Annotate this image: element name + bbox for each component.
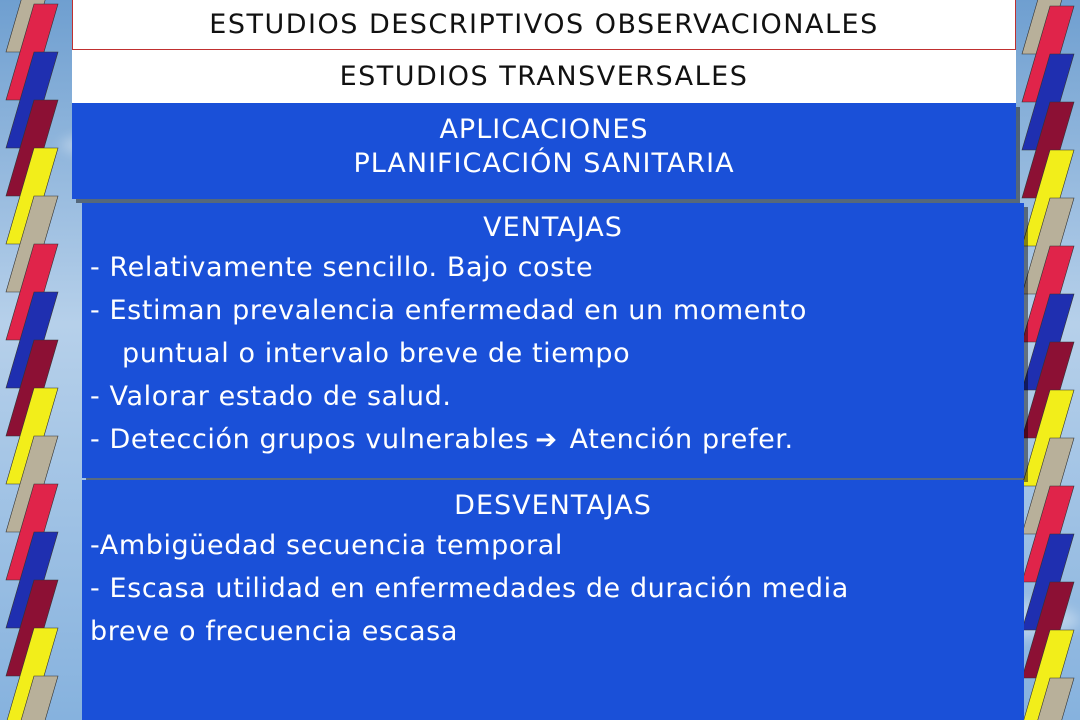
aplicaciones-text: PLANIFICACIÓN SANITARIA (353, 148, 735, 179)
ventajas-item: - Estiman prevalencia enfermedad en un momento (90, 295, 808, 326)
ventajas-item-part: - Detección grupos vulnerables (90, 424, 530, 455)
left-stripe-decoration (0, 0, 64, 720)
ventajas-item-continuation: puntual o intervalo breve de tiempo (122, 338, 631, 369)
desventajas-item: - Escasa utilidad en enfermedades de duración media (90, 573, 849, 604)
desventajas-box (82, 480, 1024, 720)
page-title: ESTUDIOS DESCRIPTIVOS OBSERVACIONALES (209, 9, 879, 40)
desventajas-item-continuation: breve o frecuencia escasa (90, 616, 458, 647)
right-stripe-decoration (1016, 0, 1080, 720)
ventajas-item-part: Atención prefer. (569, 424, 794, 455)
desventajas-item: -Ambigüedad secuencia temporal (90, 530, 563, 561)
desventajas-heading: DESVENTAJAS (454, 490, 652, 521)
page-subtitle: ESTUDIOS TRANSVERSALES (339, 61, 749, 92)
aplicaciones-box (72, 103, 1016, 199)
ventajas-item: - Valorar estado de salud. (90, 381, 452, 412)
right-stripes-svg (1016, 0, 1080, 720)
aplicaciones-heading: APLICACIONES (439, 114, 649, 145)
ventajas-item: - Relativamente sencillo. Bajo coste (90, 252, 594, 283)
ventajas-box (82, 203, 1024, 478)
ventajas-heading: VENTAJAS (483, 212, 623, 243)
right-arrow-icon: ➔ (535, 425, 558, 455)
ventajas-item-with-arrow (90, 418, 1024, 462)
left-stripes-svg (0, 0, 64, 720)
subtitle-banner (72, 50, 1016, 103)
title-banner (72, 0, 1016, 50)
